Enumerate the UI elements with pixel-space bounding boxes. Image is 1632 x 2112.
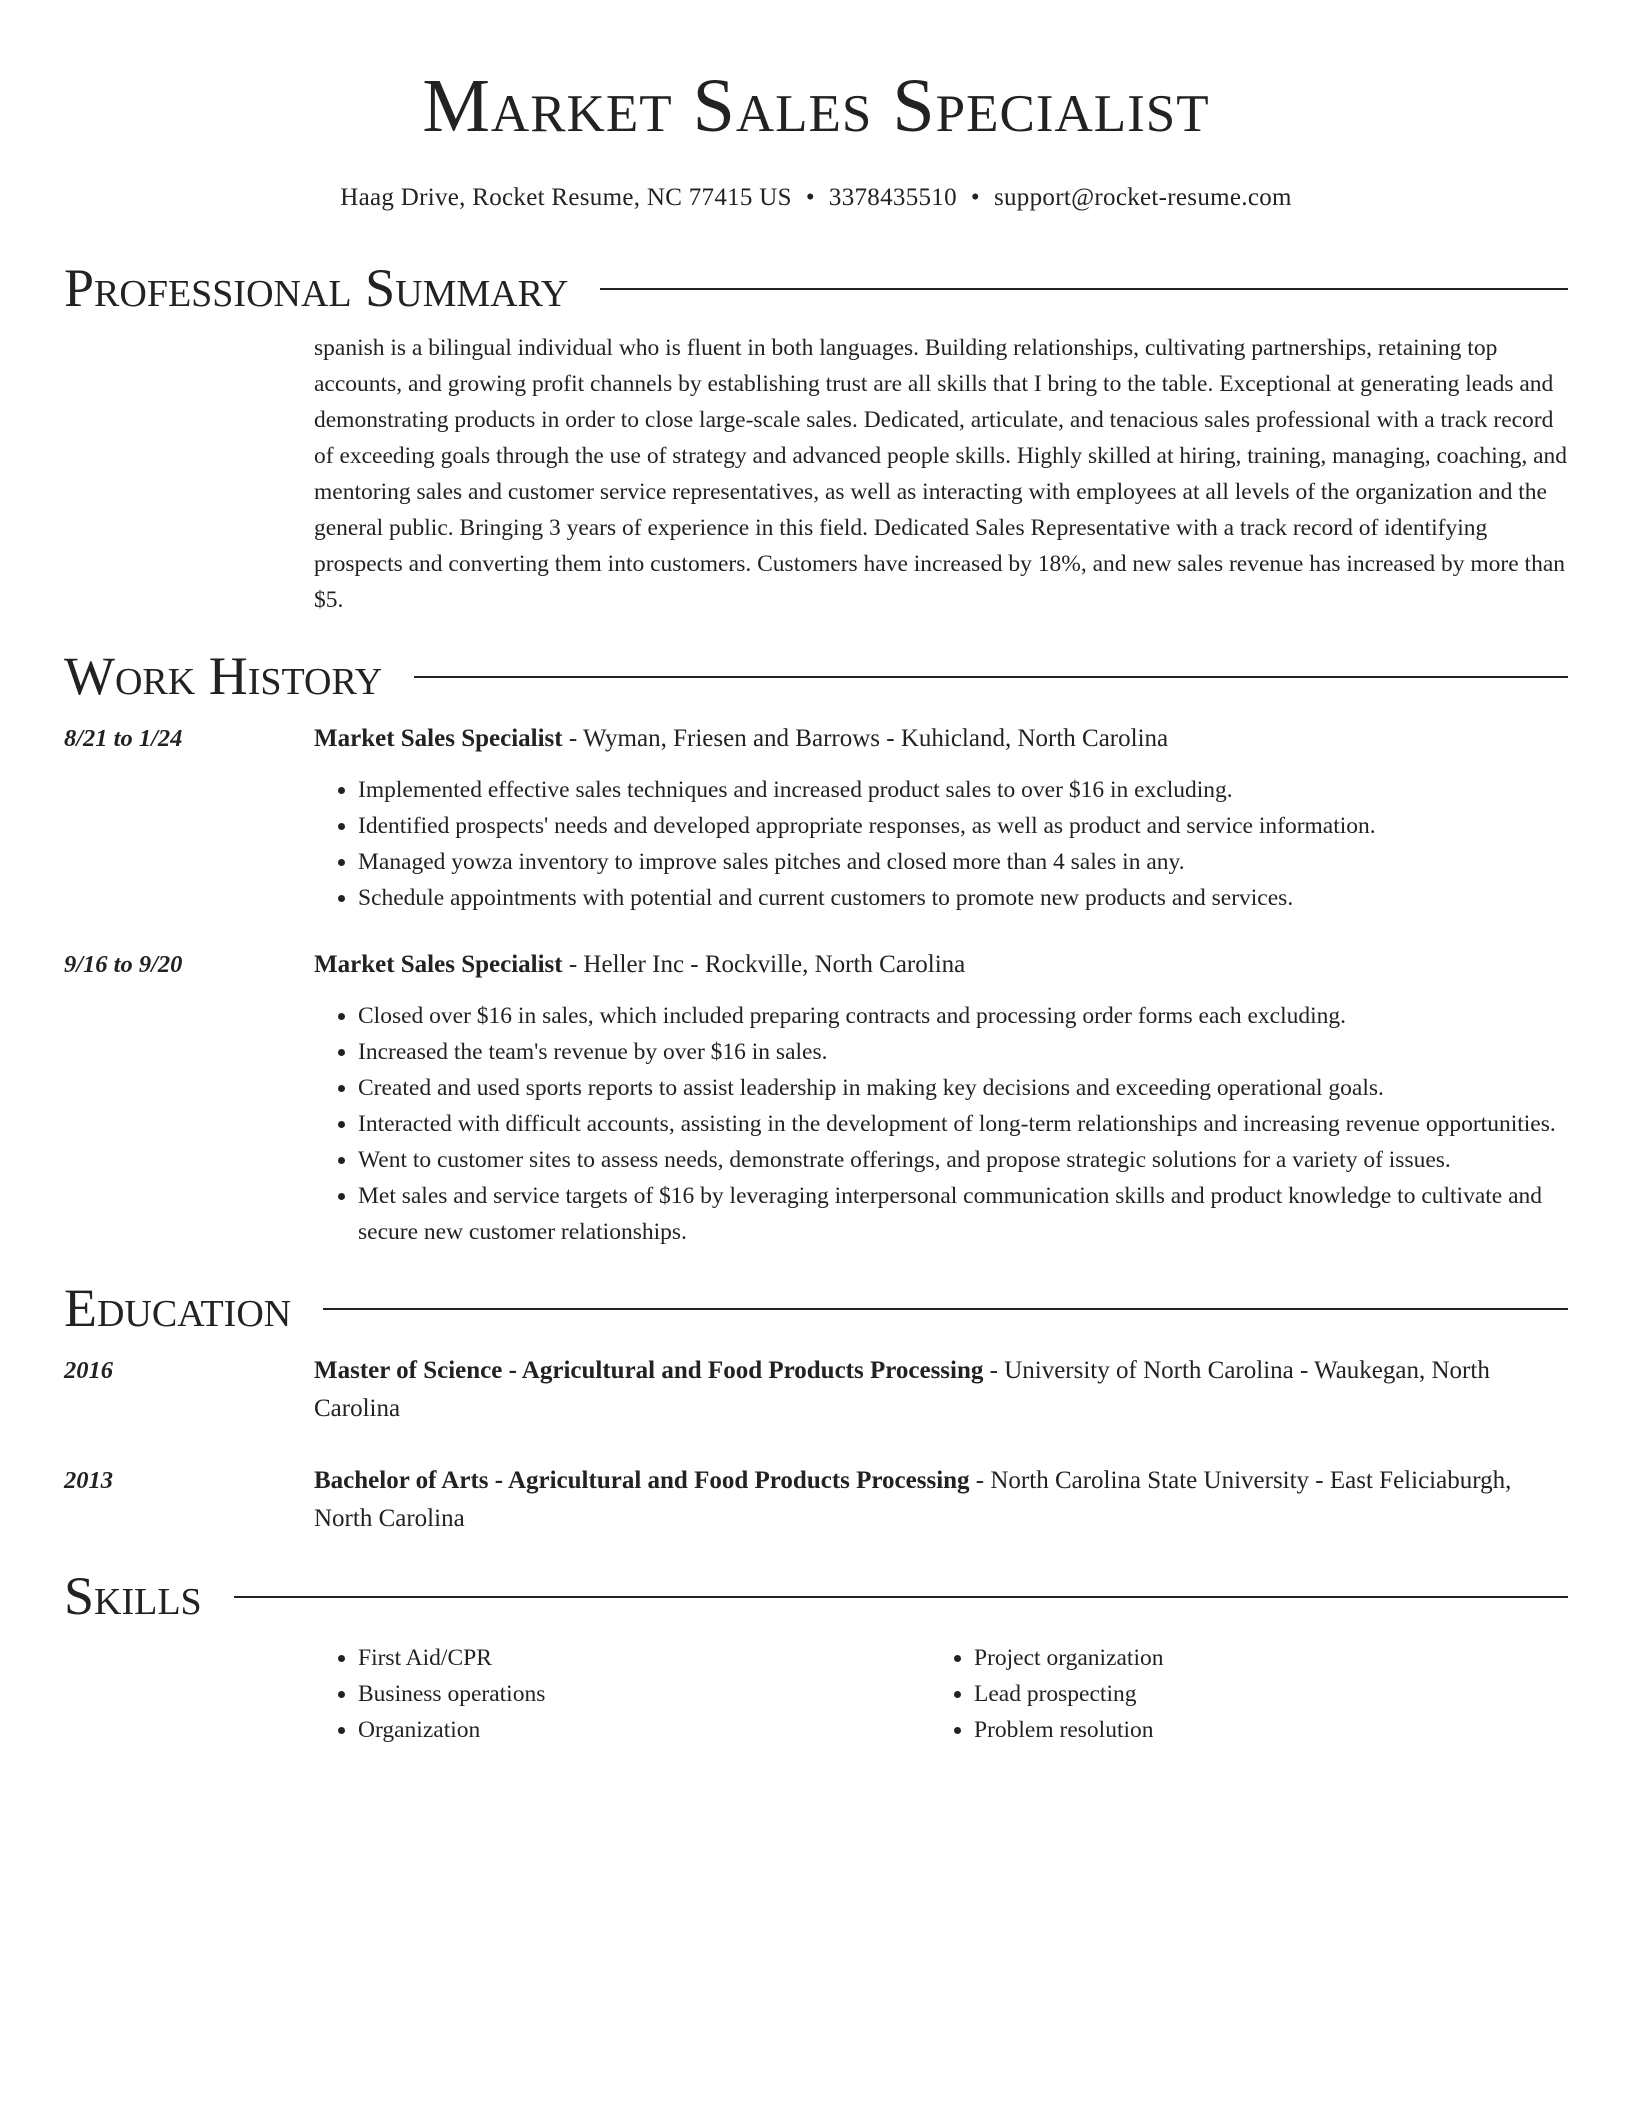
education-details: - University of North Carolina - Waukegan, North Carolina	[314, 1357, 1490, 1422]
job-bullet: • Schedule appointments with potential and current customers to promote new products and services.	[358, 880, 1568, 916]
skills-column-right	[930, 1640, 1163, 1748]
education-entry	[64, 1462, 1568, 1538]
education-body	[314, 1352, 1568, 1428]
job-bullet: • Identified prospects' needs and developed appropriate responses, as well as product and service information.	[358, 808, 1568, 844]
section-divider	[234, 1596, 1568, 1598]
job-bullet: • Implemented effective sales techniques and increased product sales to over $16 in excluding.	[358, 772, 1568, 808]
work-section-header	[64, 648, 1568, 704]
job-bullet: • Interacted with difficult accounts, assisting in the development of long-term relationships and increasing revenue opportunities.	[358, 1106, 1568, 1142]
section-divider	[414, 676, 1568, 678]
job-dates: 9/16 to 9/20	[64, 951, 183, 978]
education-degree: Master of Science - Agricultural and Food Products Processing	[314, 1357, 984, 1384]
skill-item: • Organization	[358, 1712, 930, 1748]
job-bullets	[314, 998, 1568, 1250]
job-bullets	[314, 772, 1568, 916]
education-section-title: Education	[64, 1278, 292, 1338]
skills-list	[314, 1640, 1568, 1748]
contact-separator: •	[970, 184, 980, 211]
skill-item: • Lead prospecting	[974, 1676, 1163, 1712]
education-entry	[64, 1352, 1568, 1428]
job-role: Market Sales Specialist	[314, 725, 563, 752]
job-bullet: • Went to customer sites to assess needs, demonstrate offerings, and propose strategic solutions for a variety of issues.	[358, 1142, 1568, 1178]
education-year: 2016	[64, 1357, 113, 1384]
contact-line	[64, 182, 1568, 214]
summary-section-header	[64, 260, 1568, 316]
section-divider	[600, 288, 1568, 290]
education-body	[314, 1462, 1568, 1538]
resume-page	[64, 0, 1568, 1748]
contact-email: support@rocket-resume.com	[993, 184, 1292, 211]
resume-name: Market Sales Specialist	[422, 64, 1210, 148]
job-body	[314, 720, 1568, 916]
job-bullet: • Met sales and service targets of $16 by leveraging interpersonal communication skills and product knowledge to cultivate and secure new customer relationships.	[358, 1178, 1568, 1250]
education-section-header	[64, 1280, 1568, 1336]
education-year: 2013	[64, 1467, 113, 1494]
job-dates: 8/21 to 1/24	[64, 725, 183, 752]
job-bullet: • Created and used sports reports to assist leadership in making key decisions and exceeding operational goals.	[358, 1070, 1568, 1106]
work-section-title: Work History	[64, 646, 383, 706]
skills-section-header	[64, 1568, 1568, 1624]
skill-item: • First Aid/CPR	[358, 1640, 930, 1676]
contact-address: Haag Drive, Rocket Resume, NC 77415 US	[340, 184, 792, 211]
education-degree: Bachelor of Arts - Agricultural and Food Products Processing	[314, 1467, 970, 1494]
skills-column-left	[314, 1640, 930, 1748]
job-bullet: • Managed yowza inventory to improve sales pitches and closed more than 4 sales in any.	[358, 844, 1568, 880]
job-details: - Wyman, Friesen and Barrows - Kuhicland, North Carolina	[562, 725, 1169, 752]
contact-separator: •	[805, 184, 815, 211]
job-heading	[314, 946, 1568, 984]
job-entry	[64, 946, 1568, 1250]
skills-section-title: Skills	[64, 1566, 202, 1626]
job-entry	[64, 720, 1568, 916]
job-role: Market Sales Specialist	[314, 951, 563, 978]
job-details: - Heller Inc - Rockville, North Carolina	[562, 951, 966, 978]
contact-phone: 3378435510	[828, 184, 957, 211]
job-heading	[314, 720, 1568, 758]
summary-text: spanish is a bilingual individual who is fluent in both languages. Building relationships, cultivating partnerships, retaining top accounts, and growing profit channels by establishing trust are all skills that I bring to the table. Exceptional at generating leads and demonstrating products in order to close large-scale sales. Dedicated, articulate, and tenacious sales professional with a track record of exceeding goals through the use of strategy and advanced people skills. Highly skilled at hiring, training, managing, coaching, and mentoring sales and customer service representatives, as well as interacting with employees at all levels of the organization and the general public. Bringing 3 years of experience in this field. Dedicated Sales Representative with a track record of identifying prospects and converting them into customers. Customers have increased by 18%, and new sales revenue has increased by more than $5.	[314, 335, 1568, 613]
skill-item: • Business operations	[358, 1676, 930, 1712]
job-body	[314, 946, 1568, 1250]
summary-section-title: Professional Summary	[64, 258, 569, 318]
education-details: - North Carolina State University - East Feliciaburgh, North Carolina	[314, 1467, 1512, 1532]
skill-item: • Project organization	[974, 1640, 1163, 1676]
skill-item: • Problem resolution	[974, 1712, 1163, 1748]
section-divider	[323, 1308, 1568, 1310]
job-bullet: • Increased the team's revenue by over $16 in sales.	[358, 1034, 1568, 1070]
job-bullet: • Closed over $16 in sales, which included preparing contracts and processing order forms each excluding.	[358, 998, 1568, 1034]
